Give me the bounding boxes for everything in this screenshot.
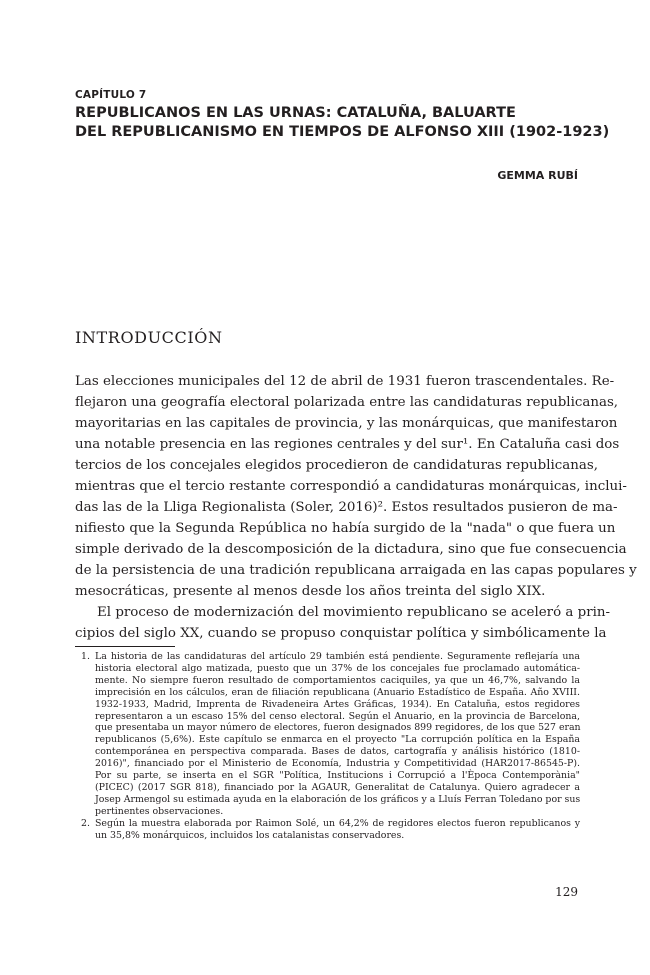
body-line: mesocráticas, presente al menos desde los años treinta del siglo XIX. (75, 584, 546, 599)
footnote-1 (75, 651, 580, 818)
body-line: das las de la Lliga Regionalista (Soler, 2016)². Estos resultados pusieron de ma- (75, 500, 618, 515)
section-heading: INTRODUCCIÓN (75, 328, 223, 347)
footnote-line: 1932-1933, Madrid, Imprenta de Rivadeneira Artes Gráficas, 1934). En Cataluña, estos regidores (95, 698, 580, 710)
body-line: flejaron una geografía electoral polarizada entre las candidaturas republicanas, (75, 395, 619, 410)
body-line: de la persistencia de una tradición republicana arraigada en las capas populares y (75, 563, 637, 578)
body-line: El proceso de modernización del movimiento republicano se aceleró a prin- (97, 605, 611, 620)
body-line: cipios del siglo XX, cuando se propuso conquistar política y simbólicamente la (75, 626, 607, 641)
footnote-line: Según la muestra elaborada por Raimon Solé, un 64,2% de regidores electos fueron republicanos y (95, 817, 580, 829)
footnote-divider (75, 646, 175, 647)
chapter-title (75, 104, 610, 142)
body-line: mayoritarias en las capitales de provincia, y las monárquicas, que manifestaron (75, 416, 618, 431)
chapter-label: CAPÍTULO 7 (75, 89, 147, 101)
footnote-2 (75, 818, 580, 842)
footnotes (75, 651, 580, 842)
page-number: 129 (555, 885, 578, 899)
body-line: Las elecciones municipales del 12 de abril de 1931 fueron trascendentales. Re- (75, 374, 615, 389)
body-text (75, 371, 637, 644)
footnote-line: un 35,8% monárquicos, incluidos los catalanistas conservadores. (95, 829, 405, 841)
body-line: tercios de los concejales elegidos procedieron de candidaturas republicanas, (75, 458, 598, 473)
footnote-line: (PICEC) (2017 SGR 818), financiado por la AGAUR, Generalitat de Catalunya. Quiero agradecer a (95, 781, 580, 793)
footnote-line: 2016)", financiado por el Ministerio de Economía, Industria y Competitividad (HAR2017-86545-P). (95, 758, 580, 770)
footnote-line: republicanos (5,6%). Este capítulo se enmarca en el proyecto "La corrupción política en la España (95, 734, 580, 746)
footnote-line: contemporánea en perspectiva comparada. Bases de datos, cartografía y análisis histórico (1810- (95, 746, 580, 758)
footnote-line: mente. No siempre fueron resultado de comportamientos caciquiles, ya que un 46,7%, salvando la (95, 674, 580, 686)
body-line: mientras que el tercio restante correspondió a candidaturas monárquicas, inclui- (75, 479, 627, 494)
footnote-line: representaron a un escaso 15% del censo electoral. Según el Anuario, en la provincia de Barcelona, (95, 710, 580, 722)
body-line: nifiesto que la Segunda República no había surgido de la "nada" o que fuera un (75, 521, 616, 536)
chapter-title-line: DEL REPUBLICANISMO EN TIEMPOS DE ALFONSO XIII (1902-1923) (75, 124, 610, 140)
footnote-line: La historia de las candidaturas del artículo 29 también está pendiente. Seguramente reflejaría una (95, 651, 580, 662)
footnote-line: Por su parte, se inserta en el SGR "Política, Institucions i Corrupció a l'Època Contemporània" (95, 770, 580, 782)
body-line: simple derivado de la descomposición de la dictadura, sino que fue consecuencia (75, 542, 627, 557)
footnote-line: Josep Armengol su estimada ayuda en la elaboración de los gráficos y a Lluís Ferran Toledano por sus (95, 793, 581, 805)
footnote-line: historia electoral algo matizada, puesto que un 37% de los concejales fue proclamado automática- (95, 662, 580, 674)
footnote-number: 1. (81, 651, 90, 662)
footnote-number: 2. (81, 817, 90, 829)
chapter-title-line: REPUBLICANOS EN LAS URNAS: CATALUÑA, BALUARTE (75, 105, 516, 121)
footnote-line: pertinentes observaciones. (95, 805, 224, 817)
body-line: una notable presencia en las regiones centrales y del sur¹. En Cataluña casi dos (75, 437, 620, 452)
footnote-line: que presentaba un mayor número de electores, fueron designados 899 regidores, de los que 527 eran (95, 722, 581, 734)
author-name: GEMMA RUBÍ (497, 169, 578, 182)
footnote-line: imprecisión en los cálculos, eran de filiación republicana (Anuario Estadístico de España. Año XVIII. (95, 686, 580, 698)
